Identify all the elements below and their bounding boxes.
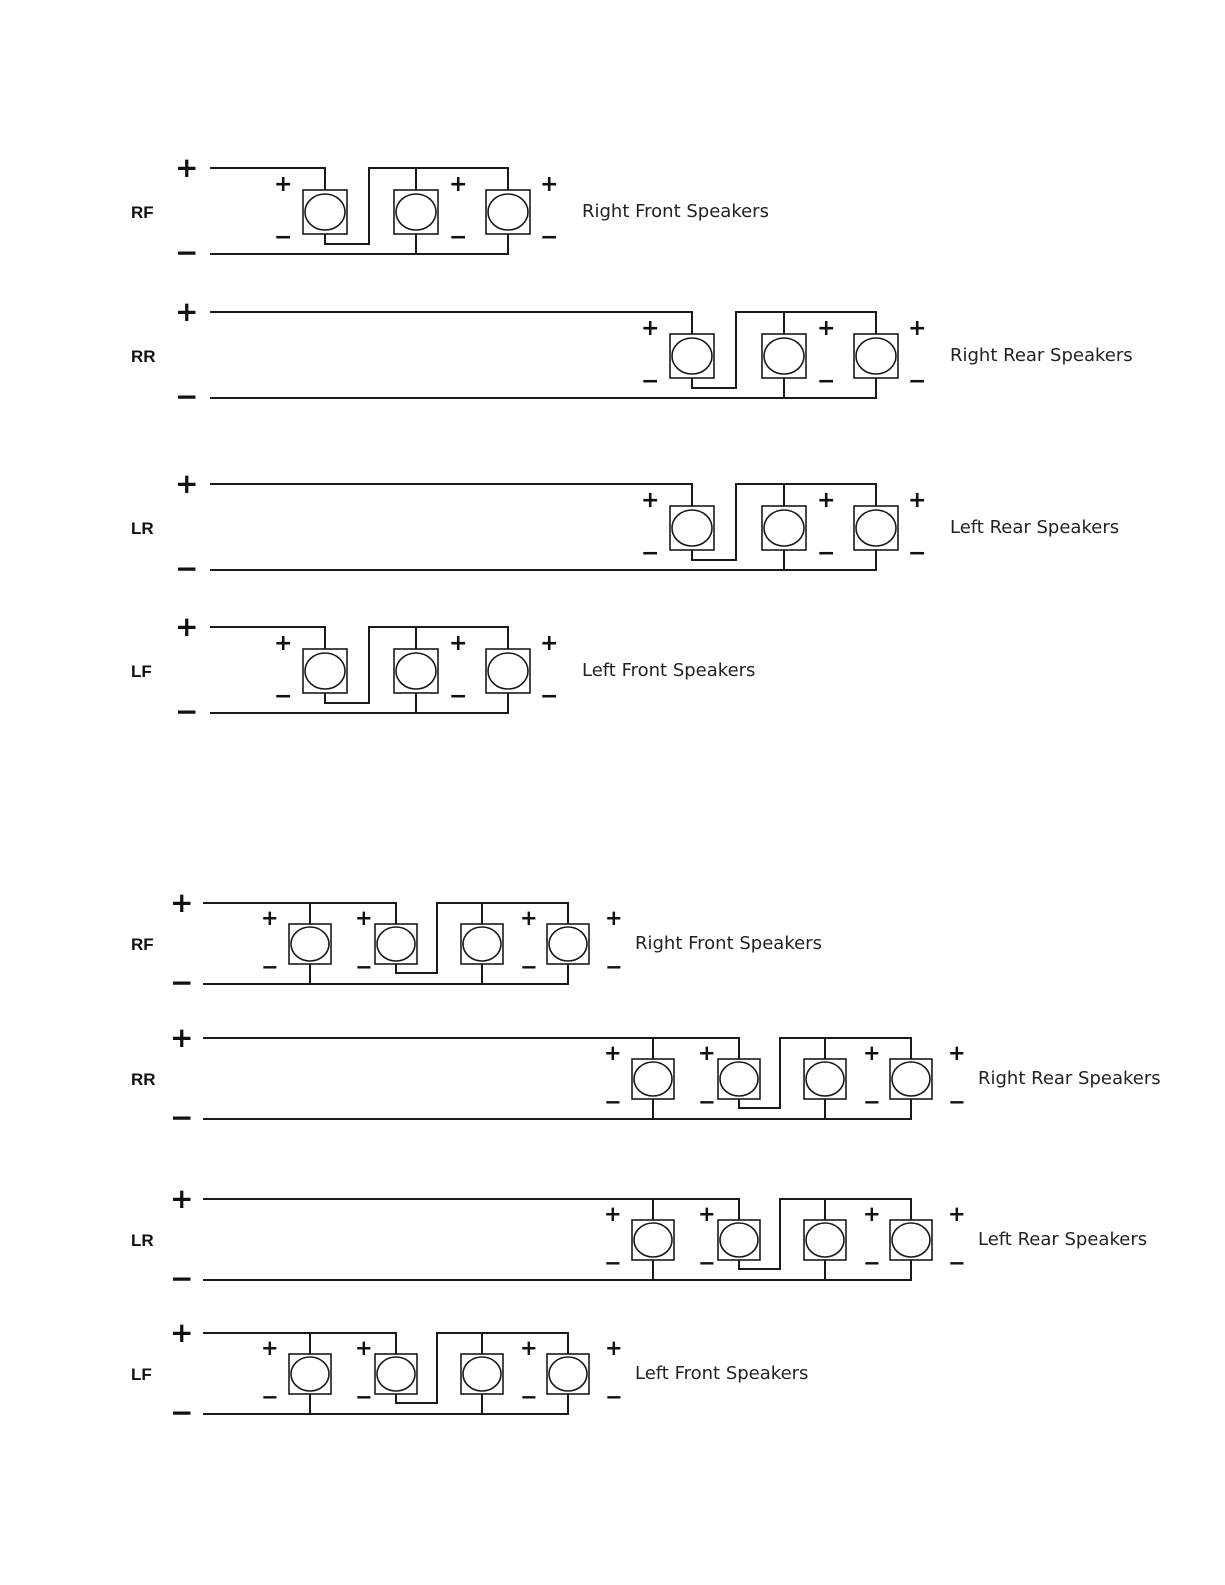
speaker-cone bbox=[720, 1062, 758, 1096]
plus-sign: + bbox=[175, 151, 199, 184]
wire bbox=[203, 1260, 911, 1280]
channel-row bbox=[131, 886, 822, 999]
minus-sign: − bbox=[355, 1385, 373, 1409]
channel-label: LF bbox=[131, 662, 152, 681]
speaker-group-label: Right Rear Speakers bbox=[950, 345, 1133, 366]
speaker-cone bbox=[672, 510, 712, 546]
plus-sign: + bbox=[604, 1202, 622, 1226]
plus-sign: + bbox=[605, 906, 623, 930]
minus-sign: − bbox=[605, 955, 623, 979]
speaker-group-label: Right Front Speakers bbox=[635, 933, 822, 954]
plus-sign: + bbox=[520, 1336, 538, 1360]
speaker-icon bbox=[718, 1220, 760, 1260]
channel-label: LF bbox=[131, 1365, 152, 1384]
plus-sign: + bbox=[863, 1202, 881, 1226]
plus-sign: + bbox=[175, 295, 199, 328]
minus-sign: − bbox=[605, 1385, 623, 1409]
channel-row bbox=[131, 467, 1119, 585]
wire bbox=[210, 168, 325, 190]
speaker-icon bbox=[670, 506, 714, 550]
speaker-cone bbox=[634, 1223, 672, 1257]
speaker-cone bbox=[377, 927, 415, 961]
speaker-icon bbox=[461, 1354, 503, 1394]
plus-sign: + bbox=[540, 172, 559, 197]
minus-sign: − bbox=[261, 955, 279, 979]
speaker-icon bbox=[461, 924, 503, 964]
speaker-cone bbox=[892, 1062, 930, 1096]
plus-sign: + bbox=[274, 172, 293, 197]
speaker-cone bbox=[720, 1223, 758, 1257]
speaker-icon bbox=[762, 506, 806, 550]
minus-sign: − bbox=[274, 684, 293, 709]
wire bbox=[210, 550, 876, 570]
plus-sign: + bbox=[698, 1202, 716, 1226]
channel-row bbox=[131, 1021, 1161, 1134]
channel-row bbox=[131, 295, 1133, 413]
minus-sign: − bbox=[948, 1090, 966, 1114]
speaker-group-label: Left Front Speakers bbox=[635, 1363, 809, 1384]
wire bbox=[203, 1394, 568, 1414]
speaker-icon bbox=[303, 190, 347, 234]
minus-sign: − bbox=[863, 1251, 881, 1275]
plus-sign: + bbox=[948, 1202, 966, 1226]
channel-row bbox=[131, 1316, 808, 1429]
plus-sign: + bbox=[449, 631, 468, 656]
plus-sign: + bbox=[641, 488, 660, 513]
minus-sign: − bbox=[355, 955, 373, 979]
speaker-cone bbox=[305, 194, 345, 230]
plus-sign: + bbox=[170, 886, 194, 919]
minus-sign: − bbox=[274, 225, 293, 250]
minus-sign: − bbox=[948, 1251, 966, 1275]
minus-sign: − bbox=[175, 236, 199, 269]
wire bbox=[203, 1099, 911, 1119]
minus-sign: − bbox=[540, 684, 559, 709]
minus-sign: − bbox=[175, 552, 199, 585]
minus-sign: − bbox=[604, 1090, 622, 1114]
speaker-cone bbox=[305, 653, 345, 689]
speaker-group-label: Left Front Speakers bbox=[582, 660, 756, 681]
speaker-cone bbox=[806, 1223, 844, 1257]
plus-sign: + bbox=[170, 1182, 194, 1215]
plus-sign: + bbox=[175, 610, 199, 643]
minus-sign: − bbox=[520, 955, 538, 979]
speaker-icon bbox=[486, 190, 530, 234]
plus-sign: + bbox=[540, 631, 559, 656]
plus-sign: + bbox=[641, 316, 660, 341]
wire bbox=[210, 312, 692, 334]
speaker-cone bbox=[764, 510, 804, 546]
minus-sign: − bbox=[698, 1251, 716, 1275]
speaker-cone bbox=[892, 1223, 930, 1257]
minus-sign: − bbox=[817, 541, 836, 566]
plus-sign: + bbox=[170, 1021, 194, 1054]
channel-row bbox=[131, 1182, 1147, 1295]
minus-sign: − bbox=[908, 541, 927, 566]
plus-sign: + bbox=[170, 1316, 194, 1349]
channel-row bbox=[131, 151, 769, 269]
minus-sign: − bbox=[540, 225, 559, 250]
speaker-cone bbox=[856, 338, 896, 374]
speaker-group-label: Left Rear Speakers bbox=[978, 1229, 1148, 1250]
speaker-cone bbox=[806, 1062, 844, 1096]
speaker-icon bbox=[762, 334, 806, 378]
wire bbox=[203, 1199, 739, 1220]
speaker-cone bbox=[856, 510, 896, 546]
plus-sign: + bbox=[449, 172, 468, 197]
speaker-icon bbox=[632, 1059, 674, 1099]
plus-sign: + bbox=[261, 1336, 279, 1360]
speaker-cone bbox=[396, 194, 436, 230]
plus-sign: + bbox=[274, 631, 293, 656]
speaker-icon bbox=[375, 924, 417, 964]
speaker-group-label: Left Rear Speakers bbox=[950, 517, 1120, 538]
speaker-cone bbox=[377, 1357, 415, 1391]
minus-sign: − bbox=[698, 1090, 716, 1114]
plus-sign: + bbox=[817, 316, 836, 341]
minus-sign: − bbox=[817, 369, 836, 394]
speaker-cone bbox=[463, 1357, 501, 1391]
speaker-icon bbox=[804, 1220, 846, 1260]
speaker-icon bbox=[890, 1059, 932, 1099]
speaker-icon bbox=[289, 924, 331, 964]
minus-sign: − bbox=[908, 369, 927, 394]
wire bbox=[210, 378, 876, 398]
speaker-cone bbox=[396, 653, 436, 689]
plus-sign: + bbox=[698, 1041, 716, 1065]
speaker-cone bbox=[634, 1062, 672, 1096]
speaker-cone bbox=[291, 1357, 329, 1391]
speaker-icon bbox=[804, 1059, 846, 1099]
speaker-cone bbox=[764, 338, 804, 374]
speaker-cone bbox=[488, 653, 528, 689]
speaker-icon bbox=[547, 1354, 589, 1394]
minus-sign: − bbox=[175, 695, 199, 728]
plus-sign: + bbox=[908, 316, 927, 341]
plus-sign: + bbox=[355, 906, 373, 930]
speaker-cone bbox=[463, 927, 501, 961]
plus-sign: + bbox=[261, 906, 279, 930]
plus-sign: + bbox=[355, 1336, 373, 1360]
wire bbox=[210, 627, 325, 649]
minus-sign: − bbox=[170, 1262, 194, 1295]
speaker-group-label: Right Front Speakers bbox=[582, 201, 769, 222]
speaker-icon bbox=[854, 334, 898, 378]
speaker-cone bbox=[549, 927, 587, 961]
speaker-icon bbox=[289, 1354, 331, 1394]
wire bbox=[203, 1038, 739, 1059]
speaker-group-label: Right Rear Speakers bbox=[978, 1068, 1161, 1089]
speaker-icon bbox=[547, 924, 589, 964]
plus-sign: + bbox=[605, 1336, 623, 1360]
speaker-icon bbox=[854, 506, 898, 550]
speaker-icon bbox=[718, 1059, 760, 1099]
minus-sign: − bbox=[604, 1251, 622, 1275]
wire bbox=[210, 484, 692, 506]
speaker-cone bbox=[291, 927, 329, 961]
channel-label: RF bbox=[131, 203, 154, 222]
minus-sign: − bbox=[449, 684, 468, 709]
wire bbox=[203, 964, 568, 984]
speaker-icon bbox=[486, 649, 530, 693]
channel-label: LR bbox=[131, 519, 154, 538]
speaker-icon bbox=[890, 1220, 932, 1260]
minus-sign: − bbox=[170, 1101, 194, 1134]
minus-sign: − bbox=[261, 1385, 279, 1409]
minus-sign: − bbox=[641, 369, 660, 394]
speaker-cone bbox=[672, 338, 712, 374]
speaker-icon bbox=[632, 1220, 674, 1260]
plus-sign: + bbox=[908, 488, 927, 513]
speaker-icon bbox=[394, 649, 438, 693]
plus-sign: + bbox=[175, 467, 199, 500]
speaker-icon bbox=[303, 649, 347, 693]
speaker-icon bbox=[670, 334, 714, 378]
speaker-icon bbox=[394, 190, 438, 234]
plus-sign: + bbox=[948, 1041, 966, 1065]
channel-label: LR bbox=[131, 1231, 154, 1250]
plus-sign: + bbox=[604, 1041, 622, 1065]
speaker-icon bbox=[375, 1354, 417, 1394]
speaker-cone bbox=[488, 194, 528, 230]
plus-sign: + bbox=[817, 488, 836, 513]
minus-sign: − bbox=[175, 380, 199, 413]
minus-sign: − bbox=[863, 1090, 881, 1114]
minus-sign: − bbox=[170, 966, 194, 999]
speaker-cone bbox=[549, 1357, 587, 1391]
plus-sign: + bbox=[863, 1041, 881, 1065]
minus-sign: − bbox=[449, 225, 468, 250]
channel-label: RF bbox=[131, 935, 154, 954]
channel-label: RR bbox=[131, 1070, 156, 1089]
minus-sign: − bbox=[170, 1396, 194, 1429]
plus-sign: + bbox=[520, 906, 538, 930]
minus-sign: − bbox=[520, 1385, 538, 1409]
channel-label: RR bbox=[131, 347, 156, 366]
channel-row bbox=[131, 610, 755, 728]
minus-sign: − bbox=[641, 541, 660, 566]
